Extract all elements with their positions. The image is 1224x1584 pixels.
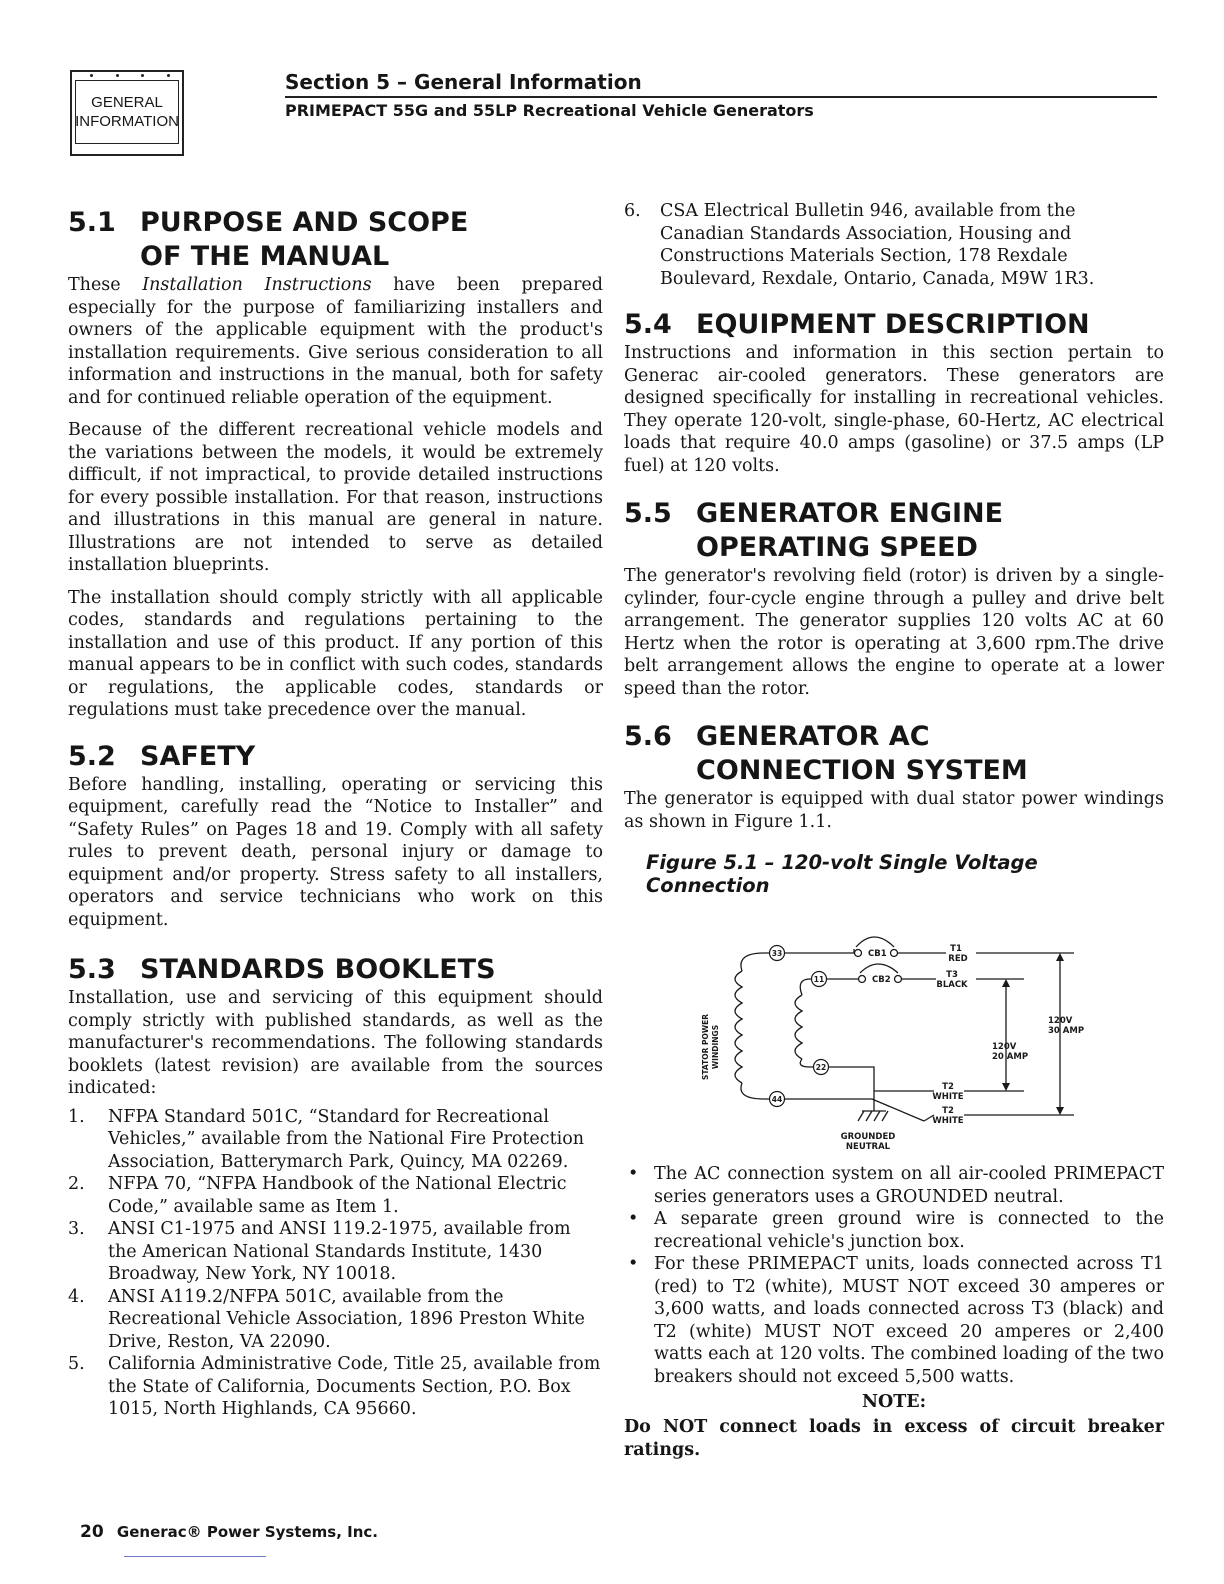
outer-winding-coil — [735, 971, 742, 1083]
italic-run: Installation Instructions — [142, 275, 372, 295]
t3-color: BLACK — [936, 980, 968, 990]
list-number: 6. — [624, 201, 641, 221]
node-44-label: 44 — [771, 1095, 783, 1104]
ground-symbol — [858, 1111, 888, 1121]
list-item — [68, 1218, 603, 1286]
heading-text — [140, 206, 603, 274]
cb1-contact-right — [891, 950, 898, 957]
heading-line-2: OPERATING SPEED — [696, 532, 978, 563]
list-text: NFPA 70, “NFPA Handbook of the National Electric Code,” available same as Item 1. — [108, 1174, 567, 1217]
bullet-item — [624, 1163, 1164, 1208]
footer-rule — [124, 1556, 266, 1557]
list-text: CSA Electrical Bulletin 946, available from the Canadian Standards Association, Housing and Constructions Materials Section, 178 Rexdale Boulevard, Rexdale, Ontario, Canada, M9W 1R3. — [660, 201, 1095, 289]
bullet-item — [624, 1253, 1164, 1388]
bullet-glyph: • — [628, 1164, 639, 1184]
heading-line-2: CONNECTION SYSTEM — [696, 755, 1028, 786]
document-subtitle: PRIMEPACT 55G and 55LP Recreational Vehicle Generators — [285, 101, 814, 120]
list-text: ANSI A119.2/NFPA 501C, available from the Recreational Vehicle Association, 1896 Preston White Drive, Reston, VA 22090. — [108, 1286, 585, 1352]
tab-line-1: GENERAL — [91, 94, 163, 111]
list-number: 3. — [68, 1219, 85, 1239]
t2a-label: T2 — [942, 1082, 954, 1092]
bullet-glyph: • — [628, 1209, 639, 1229]
heading-text — [696, 497, 1164, 565]
heading-line-2: OF THE MANUAL — [140, 241, 390, 272]
ground-label-1: GROUNDED — [840, 1132, 896, 1142]
page-number: 20 — [80, 1522, 104, 1542]
paragraph-5-5: The generator's revolving field (rotor) is driven by a single-cylinder, four-cycle engine through a pulley and drive belt arrangement. The generator supplies 120 volts AC at 60 Hertz when the rotor is operating at 3,600 rpm.The drive belt arrangement allows the engine to operate at a lower speed than the rotor. — [624, 566, 1164, 699]
paragraph-5-1-b: Because of the different recreational vehicle models and the variations between the models, it would be extremely difficult, if not impractical, to provide detailed instructions for every possible installation. For that reason, instructions and illustrations in this manual are general in nature. Illustrations are not intended to serve as detailed installation blueprints. — [68, 420, 603, 575]
t3-label: T3 — [946, 970, 958, 980]
list-text: NFPA Standard 501C, “Standard for Recreational Vehicles,” available from the National Fire Protection Association, Batterymarch Park, Quincy, MA 02269. — [108, 1106, 585, 1172]
heading-5-6 — [624, 720, 1164, 788]
t2a-color: WHITE — [932, 1092, 964, 1102]
wire-33 — [741, 953, 770, 971]
heading-5-1 — [68, 206, 603, 274]
t2b-label: T2 — [942, 1106, 954, 1116]
standards-list — [68, 1106, 603, 1421]
heading-number: 5.1 — [68, 207, 116, 238]
heading-5-2 — [68, 740, 603, 774]
list-item — [68, 1106, 603, 1174]
list-text: California Administrative Code, Title 25, available from the State of California, Documents Section, P.O. Box 1015, North Highlands, CA 95660. — [108, 1354, 601, 1419]
heading-number: 5.3 — [68, 954, 116, 985]
cb2-contact-right — [895, 976, 902, 983]
paragraph-5-1-a — [68, 274, 603, 409]
heading-number: 5.6 — [624, 721, 672, 752]
node-33-label: 33 — [771, 949, 783, 958]
heading-5-5 — [624, 497, 1164, 565]
heading-text: STANDARDS BOOKLETS — [140, 954, 496, 985]
heading-text: SAFETY — [140, 740, 256, 772]
heading-line-1: GENERATOR ENGINE — [696, 498, 1004, 529]
list-item — [68, 1286, 603, 1354]
heading-number: 5.2 — [68, 740, 116, 772]
paragraph-5-6: The generator is equipped with dual stator power windings as shown in Figure 1.1. — [624, 789, 1164, 832]
paragraph-5-1-c: The installation should comply strictly with all applicable codes, standards and regulations pertaining to the installation and use of this product. If any portion of this manual appears to be in conflict with such codes, standards or regulations, the applicable codes, standards or regulations must take precedence over the manual. — [68, 587, 603, 720]
heading-number: 5.4 — [624, 309, 672, 340]
stator-label-1: STATOR POWER — [701, 1013, 710, 1081]
wire-22-ground — [828, 1067, 874, 1111]
company-name: Generac® Power Systems, Inc. — [116, 1523, 379, 1541]
paragraph-5-4: Instructions and information in this section pertain to Generac air-cooled generators. These generators are designed specifically for installing in recreational vehicles. They operate 120-volt, single-phase, 60-Hertz, AC electrical loads that require 40.0 amps (gasoline) or 37.5 amps (LP fuel) at 120 volts. — [624, 343, 1164, 476]
paragraph-5-3: Installation, use and servicing of this equipment should comply strictly with published standards, as well as the manufacturer's recommendations. The following standards booklets (latest revision) are available from the sources indicated: — [68, 988, 603, 1098]
list-text: ANSI C1-1975 and ANSI 119.2-1975, available from the American National Standards Institute, 1430 Broadway, New York, NY 10018. — [108, 1219, 571, 1284]
note-heading: NOTE: — [861, 1392, 927, 1412]
figure-caption: Figure 5.1 – 120-volt Single Voltage Connection — [646, 851, 1038, 897]
heading-number: 5.5 — [624, 498, 672, 529]
t1-color: RED — [948, 954, 968, 964]
v30-volts: 120V — [1048, 1016, 1073, 1026]
heading-line-1: GENERATOR AC — [696, 721, 930, 752]
heading-text: EQUIPMENT DESCRIPTION — [696, 309, 1090, 340]
node-22-label: 22 — [815, 1063, 827, 1072]
stator-label-2: WINDINGS — [711, 1024, 720, 1070]
paragraph-5-2: Before handling, installing, operating or servicing this equipment, carefully read the “Notice to Installer” and “Safety Rules” on Pages 18 and 19. Comply with all safety rules to prevent death, personal injury or damage to equipment and/or property. Stress safety to all installers, operators and service technicians who work on this equipment. — [68, 774, 603, 930]
list-number: 1. — [68, 1106, 85, 1127]
text-run: These — [68, 275, 143, 295]
bullet-text: The AC connection system on all air-cooled PRIMEPACT series generators uses a GROUNDED neutral. — [654, 1164, 1164, 1207]
list-number: 4. — [68, 1286, 85, 1307]
heading-text — [696, 720, 1164, 788]
bullet-text: For these PRIMEPACT units, loads connected across T1 (red) to T2 (white), MUST NOT exceed 30 amperes or 3,600 watts, and loads connected across T3 (black) and T2 (white) MUST NOT exceed 20 amperes or 2,400 watts each at 120 volts. The combined loading of the two breakers should not exceed 5,500 watts. — [654, 1254, 1164, 1387]
cb2-contact-left — [859, 976, 866, 983]
cb1-contact-left — [855, 950, 862, 957]
wire-33-cb1 — [784, 949, 854, 953]
t2b-color: WHITE — [932, 1116, 964, 1126]
header-rule — [285, 96, 1157, 98]
section-tab-box — [70, 70, 184, 156]
v20-volts: 120V — [992, 1042, 1017, 1052]
tab-line-2: INFORMATION — [75, 113, 179, 130]
v20-amps: 20 AMP — [992, 1052, 1029, 1062]
t1-label: T1 — [950, 944, 962, 954]
bullet-text: A separate green ground wire is connected to the recreational vehicle's junction box. — [654, 1209, 1164, 1252]
section-title: Section 5 – General Information — [285, 70, 642, 94]
page-footer — [80, 1522, 378, 1542]
note-text: Do NOT connect loads in excess of circuit breaker ratings. — [624, 1417, 1164, 1460]
wiring-diagram — [624, 907, 1164, 1157]
heading-5-3 — [68, 953, 603, 987]
wire-44-t2 — [784, 1099, 924, 1121]
cb2-arc — [860, 964, 898, 973]
wire-11 — [800, 979, 812, 995]
list-number: 2. — [68, 1174, 85, 1194]
bullet-glyph: • — [628, 1254, 639, 1274]
list-item — [68, 1173, 603, 1218]
section-tab-label — [75, 80, 179, 144]
cb1-arc — [856, 937, 894, 947]
connection-bullets — [624, 1163, 1164, 1388]
cb2-label: CB2 — [872, 975, 891, 985]
wire-22 — [800, 1059, 814, 1067]
node-11-label: 11 — [813, 975, 825, 984]
ground-label-2: NEUTRAL — [845, 1142, 891, 1152]
wire-44 — [741, 1083, 770, 1099]
list-item — [624, 200, 1164, 290]
text-run: have been prepared especially for the purpose of familiarizing installers and owners of the applicable equipment with the product's installation requirements. Give serious consideration to all information and instructions in the manual, both for safety and for continued reliable operation of the equipment. — [68, 275, 603, 408]
list-item — [68, 1353, 603, 1421]
v30-amps: 30 AMP — [1048, 1026, 1085, 1036]
tab-dots — [90, 74, 170, 76]
inner-winding-coil — [795, 995, 802, 1059]
heading-line-1: PURPOSE AND SCOPE — [140, 207, 469, 238]
list-number: 5. — [68, 1354, 85, 1374]
left-column — [68, 200, 603, 1421]
standards-list-continued — [624, 200, 1164, 290]
heading-5-4 — [624, 308, 1164, 342]
cb1-label: CB1 — [868, 949, 887, 959]
bullet-item — [624, 1208, 1164, 1253]
right-column — [624, 200, 1164, 1461]
